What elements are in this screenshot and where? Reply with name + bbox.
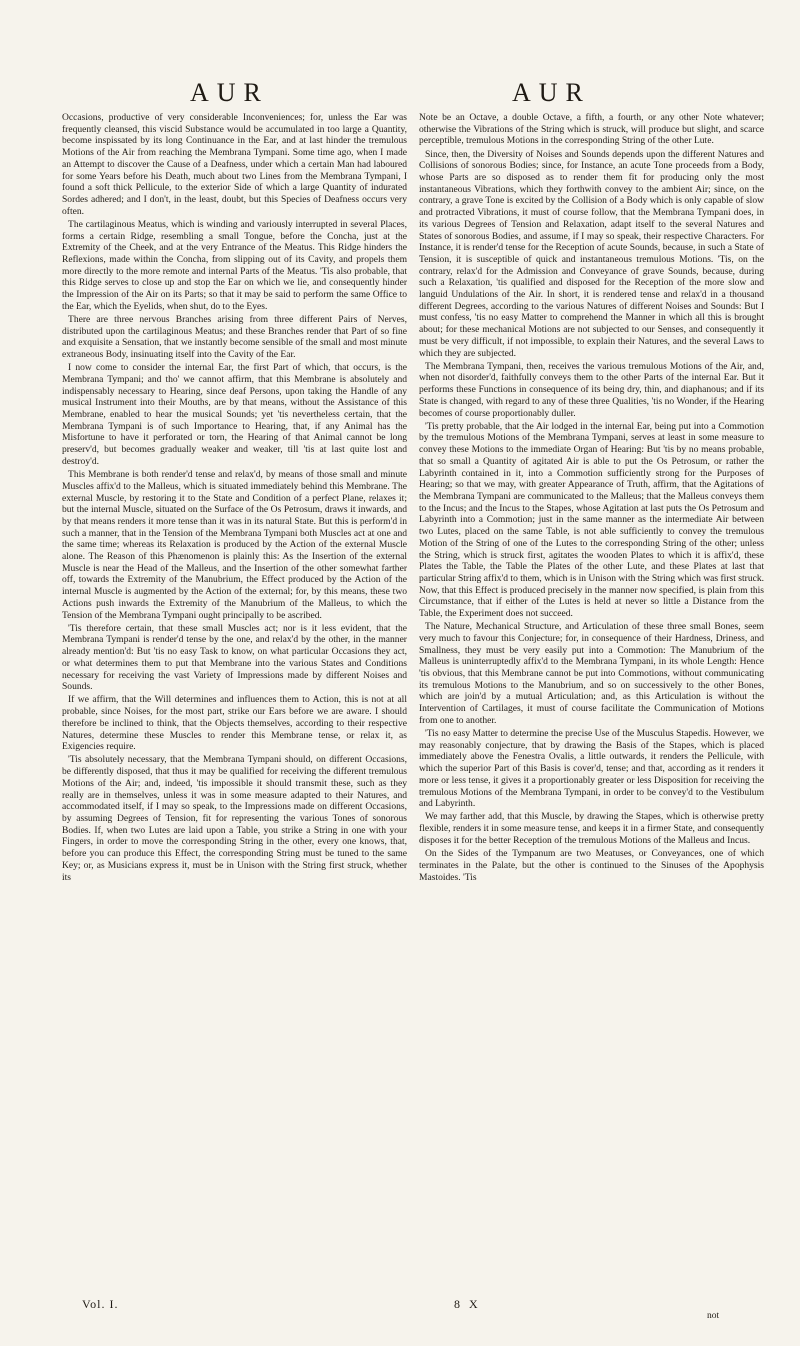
paragraph: There are three nervous Branches arising from three different Pairs of Nerves, distributed upon the cartilaginous Meatus; and these Branches render that Part of so fine and exquisite a Sensation, that we instantly become sensible of the small and most minute extraneous Body, insinuating itself into the Cavity of the Ear. [62, 313, 407, 361]
paragraph: The Membrana Tympani, then, receives the various tremulous Motions of the Air, and, when not disorder'd, faithfully conveys them to the other Parts of the internal Ear. But it performs these Functions in consequence of its being dry, thin, and diaphanous; and if its State is changed, with regard to any of these three Qualities, 'tis no Wonder, if the Hearing becomes of course proportionably duller. [419, 360, 764, 419]
right-running-head: AUR [512, 78, 591, 107]
paragraph: 'Tis absolutely necessary, that the Membrana Tympani should, on different Occasions, be differently disposed, that thus it may be qualified for receiving the different tremulous Motions of the Air; and, indeed, 'tis impossible it should transmit these, such as they really are in themselves, unless it was in some measure adapted to their Natures, and accommodated itself, if I may so speak, to the Impressions made on different Occasions, by assuming Degrees of Tension, fit for representing the various Tones of sonorous Bodies. If, when two Lutes are laid upon a Table, you strike a String in one with your Fingers, in order to move the corresponding String in the other, every one knows, that, before you can produce this Effect, the corresponding String must be tuned to the same Key; or, as Musicians express it, must be in Unison with the String first struck, whether its [62, 754, 407, 883]
volume-number: Vol. I. [82, 1297, 119, 1311]
right-column [419, 112, 764, 885]
left-column [62, 112, 407, 885]
paragraph: We may farther add, that this Muscle, by drawing the Stapes, which is otherwise pretty flexible, renders it in some measure tense, and keeps it in a firmer State, and consequently disposes it for the better Reception of the tremulous Motions of the Malleus and Incus. [419, 811, 764, 846]
paragraph: This Membrane is both render'd tense and relax'd, by means of those small and minute Muscles affix'd to the Malleus, which is situated immediately behind this Membrane. The external Muscle, by restoring it to the State and Condition of a perfect Plane, relaxes it; but the internal Muscle, situated on the Surface of the Os Petrosum, draws it inwards, and by that means renders it more tense than it was in its natural State. But this is perform'd in such a manner, that in the Tension of the Membrana Tympani both Muscles act at one and the same time; whereas its Relaxation is produced by the Action of the external Muscle alone. The Reason of this Phænomenon is plainly this: As the Insertion of the external Muscle is near the Head of the Malleus, and the Insertion of the other somewhat farther off, towards the Extremity of the Manubrium, the Effect produced by the Action of the internal Muscle is augmented by the Action of the external; for, by this means, these two Actions push inwards the Extremity of the Manubrium of the Malleus, to which the Tension of the Membrana Tympani ought principally to be ascribed. [62, 469, 407, 621]
paragraph: 'Tis therefore certain, that these small Muscles act; nor is it less evident, that the Membrana Tympani is render'd tense by the one, and relax'd by the other, in the manner already mention'd: But 'tis no easy Task to know, on what particular Occasions they act, or what determines them to put that Membrane into the various States and Conditions necessary for receiving the vast Variety of Impressions made by different Noises and Sounds. [62, 622, 407, 693]
paragraph: I now come to consider the internal Ear, the first Part of which, that occurs, is the Membrana Tympani; and tho' we cannot affirm, that this Membrane is absolutely and indispensably necessary to Hearing, since deaf Persons, upon taking the Handle of any musical Instrument into their Mouths, are by that means, without the Assistance of this Membrane, enabled to hear the musical Sounds; yet 'tis nevertheless certain, that the Membrana Tympani is of such Importance to Hearing, that, if any Animal has the Misfortune to have it perforated or torn, the Hearing of that Animal cannot be long preserv'd, but becomes gradually weaker and weaker, till 'tis at last quite lost and destroy'd. [62, 362, 407, 467]
paragraph: On the Sides of the Tympanum are two Meatuses, or Conveyances, one of which terminates in the Palate, but the other is continued to the Sinuses of the Apophysis Mastoides. 'Tis [419, 848, 764, 883]
paragraph: The cartilaginous Meatus, which is winding and variously interrupted in several Places, forms a certain Ridge, resembling a small Tongue, before the Concha, just at the Extremity of the Cheek, and at the very Entrance of the Meatus. This Ridge hinders the Reflexions, made within the Concha, from slipping out of its Cavity, and propels them more directly to the more remote and internal Parts of the Meatus. 'Tis also probable, that this Ridge serves to close up and stop the Ear on which we lie, and consequently hinder the Impression of the Air on its Parts; so that it may be said to perform the same Office to the Ear, which the Eyelids, when shut, do to the Eyes. [62, 218, 407, 312]
signature-mark: 8 X [454, 1297, 481, 1311]
paragraph: 'Tis pretty probable, that the Air lodged in the internal Ear, being put into a Commotion by the tremulous Motions of the Membrana Tympani, serves at least in some measure to convey these Motions to the immediate Organ of Hearing: But 'tis by no means probable, that so small a Quantity of agitated Air is able to put the Os Petrosum, or rather the Labyrinth contained in it, into a Commotion sufficiently strong for the Purposes of Hearing; so that we may, with greater Appearance of Truth, affirm, that the Agitations of the Membrana Tympani are communicated to the Malleus; that the Malleus conveys them to the Incus; and the Incus to the Stapes, whose Agitation at last puts the Os Petrosum and Labyrinth into a Commotion; just in the same manner as the intermediate Air between two Lutes, placed on the same Table, is not able sufficiently to convey the tremulous Motion of the String of one of the Lutes to the corresponding String of the other; unless the String, which is struck first, agitates the wooden Plates to which it is affix'd, these Plates the Table, the Table the Plates of the other Lute, and these Plates at last that particular String affix'd to them, which is in Unison with the String which was first struck. Now, that this Effect is produced precisely in the manner now specified, is plain from this Circumstance, that if either of the Lutes is held at never so little a Distance from the Table, the Experiment does not succeed. [419, 420, 764, 620]
catchword: not [707, 1311, 720, 1321]
paragraph: 'Tis no easy Matter to determine the precise Use of the Musculus Stapedis. However, we may reasonably conjecture, that by drawing the Basis of the Stapes, which is placed immediately above the Fenestra Ovalis, a little outwards, it renders the Pellicule, with which the superior Part of this Basis is cover'd, tense; and that, according as it renders it more or less tense, it gives it a proportionably greater or less Disposition for receiving the tremulous Motions of the Membrana Tympani, in order to be convey'd to the Vestibulum and Labyrinth. [419, 728, 764, 810]
left-running-head: AUR [190, 78, 269, 107]
paragraph: Note be an Octave, a double Octave, a fifth, a fourth, or any other Note whatever; otherwise the Vibrations of the String which is struck, will produce but slight, and scarce perceptible, tremulous Motions in the corresponding String of the other Lute. [419, 112, 764, 147]
paragraph: The Nature, Mechanical Structure, and Articulation of these three small Bones, seem very much to favour this Conjecture; for, in consequence of their Hardness, Driness, and Smallness, they must be very easily put into a Commotion: The Manubrium of the Malleus is uninterruptedly affix'd to the Membrana Tympani, in its whole Length: Hence 'tis obvious, that this Membrane cannot be put into Commotions, without communicating its tremulous Motions to the Manubrium, and so on successively to the other Bones, which are join'd by a mutual Articulation; and, as this Articulation is without the Intervention of Cartilages, it must of course facilitate the Communication of Motions from one to another. [419, 621, 764, 726]
paragraph: If we affirm, that the Will determines and influences them to Action, this is not at all probable, since Noises, for the most part, strike our Ears before we are aware. I should therefore be inclined to think, that the Objects themselves, according to their respective Natures, determine these Muscles to render this Membrane tense, or relax it, as Exigencies require. [62, 694, 407, 753]
paragraph: Occasions, productive of very considerable Inconveniences; for, unless the Ear was frequently cleansed, this viscid Substance would be accumulated in too large a Quantity, become inspissated by its long Continuance in the Ear, and at last hinder the tremulous Motions of the Air from reaching the Membrana Tympani. Some time ago, when I made an Attempt to discover the Cause of a Deafness, under which a certain Man had laboured for some Years before his Death, much about two Lines from the Membrana Tympani, I found a soft thick Pellicule, to the exterior Side of which a large Quantity of indurated Sordes adhered; and I don't, in the least, doubt, but this Species of Deafness occurs very often. [62, 112, 407, 217]
paragraph: Since, then, the Diversity of Noises and Sounds depends upon the different Natures and Collisions of sonorous Bodies; since, for Instance, an acute Tone proceeds from a Body, whose Parts are so disposed as to render them fit for producing only the most instantaneous Vibrations, which they forthwith convey to the ambient Air; since, on the contrary, a grave Tone is excited by the Collision of a Body which is only capable of slow and protracted Vibrations, it must of course follow, that the Membrana Tympani does, in its various Degrees of Tension and Relaxation, adapt itself to the several Natures and States of sonorous Bodies, and assume, if I may so speak, their respective Characters. For Instance, it is render'd tense for the Reception of acute Sounds, because, in such a State of Tension, it is susceptible of quick and instantaneous tremulous Motions. 'Tis, on the contrary, relax'd for the Admission and Conveyance of grave Sounds, because, during such a Relaxation, 'tis qualified and disposed for the Reception of the more slow and languid Undulations of the Air. In short, it is rendered tense and relax'd in a thousand different Degrees, according to the various Natures of different Noises and Sounds: But I must confess, 'tis no easy Matter to comprehend the Manner in which all this is brought about; for these mechanical Motions are not subjected to our Senses, and consequently it must be very difficult, if not impossible, to explain their Natures, and the several Laws to which they are subjected. [419, 148, 764, 359]
